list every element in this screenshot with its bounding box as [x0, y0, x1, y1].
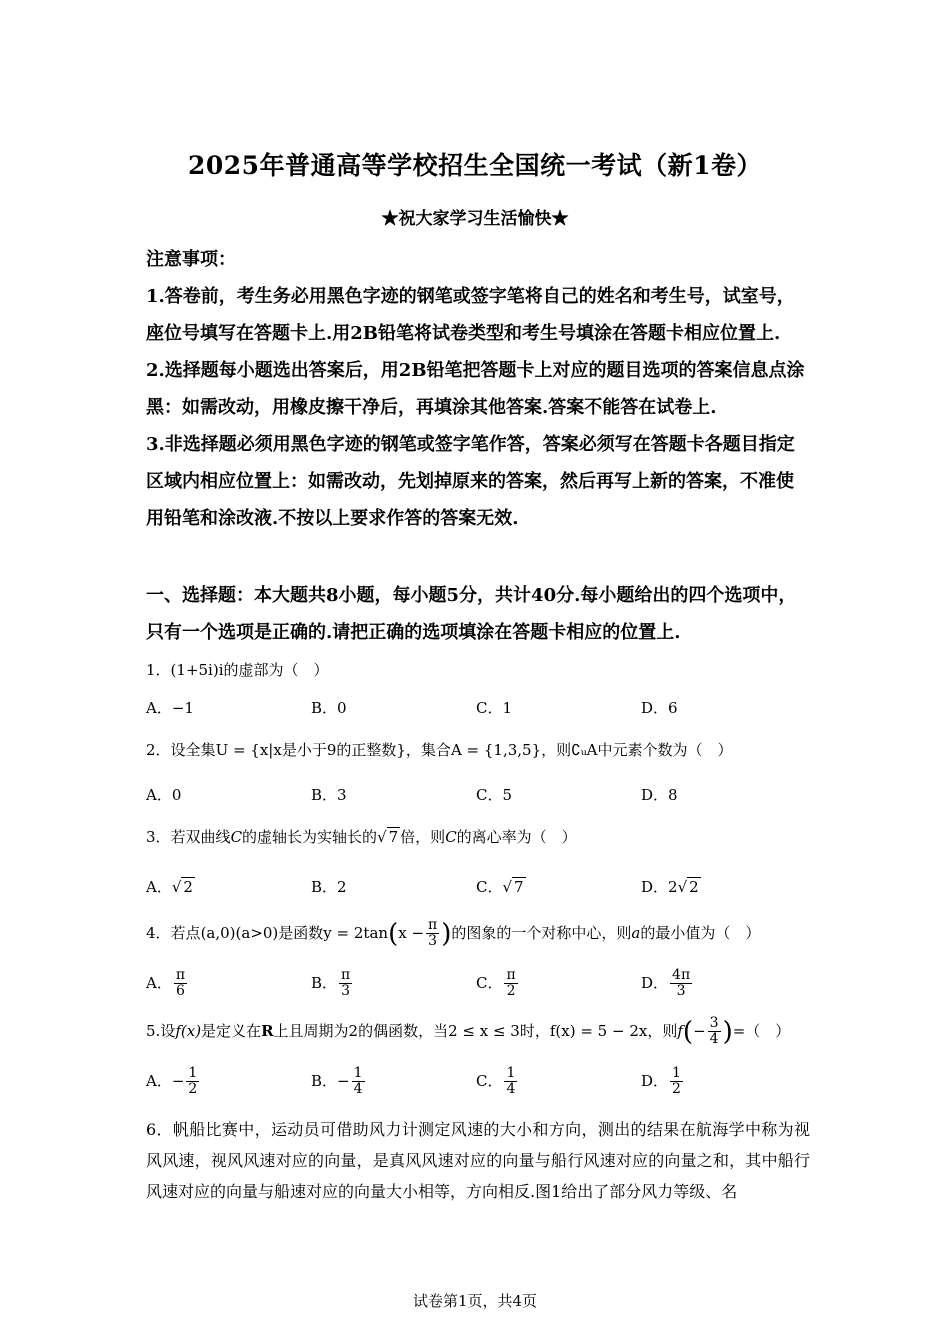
option-c[interactable]: C．1: [476, 699, 513, 717]
question-2: [146, 739, 816, 760]
question-text: ，则: [541, 741, 572, 759]
option-d[interactable]: D．6: [641, 699, 678, 717]
option-c[interactable]: C． $\frac{1}{4}$: [476, 1065, 516, 1098]
math-expression: f(x) = 5 − 2x: [549, 1021, 648, 1040]
question-3: [146, 826, 816, 847]
math-expression: R: [261, 1021, 274, 1040]
question-text: =（ ）: [732, 1021, 791, 1040]
notice-list: [146, 278, 811, 537]
question-4-options: [146, 968, 816, 1010]
option-a[interactable]: A．−1: [146, 699, 194, 717]
question-1: [146, 659, 816, 680]
option-b[interactable]: B．2: [311, 878, 347, 896]
math-expression: y = 2tan: [323, 923, 389, 942]
option-b[interactable]: B． $\frac{\pi}{3}$: [311, 967, 351, 1000]
notice-item-1: 1.答卷前，考生务必用黑色字迹的钢笔或签字笔将自己的姓名和考生号，试室号，座位号填写在答题卡上.用2B铅笔将试卷类型和考生号填涂在答题卡相应位置上.: [146, 286, 795, 344]
question-text: 时，: [519, 1021, 550, 1040]
math-expression: ∁ᵤA: [571, 741, 598, 759]
question-text: 上且周期为2的偶函数，当: [273, 1021, 449, 1040]
question-1-options: [146, 697, 816, 727]
question-4: 4．若点(a,0)(a>0)是函数y = 2tan(x − $\frac{\pi}{3}$ )的图象的一个对称中心，则a的最小值为（ ）: [146, 917, 761, 950]
section-heading: 一、选择题：本大题共8小题，每小题5分，共计40分.每小题给出的四个选项中，只有一个选项是正确的.请把正确的选项填涂在答题卡相应的位置上.: [146, 585, 797, 643]
fraction: $\frac{\pi}{3}$: [428, 917, 438, 950]
option-d[interactable]: D．2√ 2: [641, 878, 699, 896]
option-b[interactable]: B．0: [311, 699, 347, 717]
question-text: ，集合: [405, 741, 451, 759]
option-a[interactable]: A． $\frac{\pi}{6}$: [146, 967, 186, 1000]
math-expression: U = {x|x是小于9的正整数}: [215, 741, 406, 759]
option-d[interactable]: D． $\frac{4\pi}{3}$: [641, 967, 691, 1000]
question-text: 的虚部为（ ）: [223, 661, 329, 679]
sqrt-expression: √ 7: [377, 828, 399, 846]
math-expression: A = {1,3,5}: [450, 741, 542, 759]
question-number: 1．: [146, 661, 171, 679]
option-c[interactable]: C．√ 7: [476, 878, 524, 896]
question-text: 是定义在: [201, 1021, 262, 1040]
question-2-options: [146, 784, 816, 814]
question-text: ，则: [647, 1021, 678, 1040]
fraction: $\frac{3}{4}$: [709, 1015, 719, 1048]
question-text: 若双曲线: [170, 828, 231, 846]
option-d[interactable]: D．8: [641, 786, 678, 804]
question-number: 5.: [146, 1021, 161, 1040]
question-text: 的最小值为（ ）: [640, 923, 761, 942]
option-a[interactable]: A．− $\frac{1}{2}$: [146, 1065, 198, 1098]
question-text: 6．帆船比赛中，运动员可借助风力计测定风速的大小和方向，测出的结果在航海学中称为视风风速，视风风速对应的向量，是真风风速对应的向量与船行风速对应的向量之和，其中船行风速对应的向量与船速对应的向量大小相等，方向相反.图1给出了部分风力等级、名: [146, 1120, 810, 1201]
question-text: 倍，则: [400, 828, 446, 846]
question-5: 5.设f(x)是定义在R上且周期为2的偶函数，当2 ≤ x ≤ 3时，f(x) = 5 − 2x，则f(− $\frac{3}{4}$ )=（ ）: [146, 1015, 791, 1048]
math-variable: a: [631, 923, 641, 942]
notice-item-3: 3.非选择题必须用黑色字迹的钢笔或签字笔作答，答案必须写在答题卡各题目指定区域内相应位置上：如需改动，先划掉原来的答案，然后再写上新的答案，不准使用铅笔和涂改液.不按以上要求作答的答案无效.: [146, 434, 795, 529]
question-text: 中元素个数为（ ）: [597, 741, 733, 759]
notice-item-2: 2.选择题每小题选出答案后，用2B铅笔把答题卡上对应的题目选项的答案信息点涂黑：如需改动，用橡皮擦干净后，再填涂其他答案.答案不能答在试卷上.: [146, 360, 805, 418]
option-b[interactable]: B．3: [311, 786, 347, 804]
notice-heading: 注意事项：: [146, 249, 236, 270]
math-expression: 2 ≤ x ≤ 3: [448, 1021, 520, 1040]
question-number: 2．: [146, 741, 171, 759]
option-c[interactable]: C．5: [476, 786, 513, 804]
question-text: 的虚轴长为实轴长的: [242, 828, 378, 846]
math-expression: f(x): [175, 1021, 202, 1040]
math-expression: x −: [398, 923, 425, 942]
question-text: 设全集: [170, 741, 216, 759]
page-footer: 试卷第1页，共4页: [412, 1292, 538, 1310]
question-text: 的离心率为（ ）: [456, 828, 577, 846]
option-a[interactable]: A．√ 2: [146, 878, 193, 896]
question-text: 的图象的一个对称中心，则: [451, 923, 632, 942]
math-expression: f: [677, 1021, 683, 1040]
question-text: 是函数: [278, 923, 324, 942]
math-variable: C: [445, 828, 457, 846]
option-d[interactable]: D． $\frac{1}{2}$: [641, 1065, 681, 1098]
option-a[interactable]: A．0: [146, 786, 182, 804]
question-number: 3．: [146, 828, 171, 846]
question-3-options: [146, 876, 816, 906]
math-expression: (1+5i)i: [170, 661, 224, 679]
question-5-options: [146, 1066, 816, 1108]
exam-title: 2025年普通高等学校招生全国统一考试（新1卷）: [188, 151, 762, 180]
question-text: 设: [160, 1021, 176, 1040]
option-b[interactable]: B．− $\frac{1}{4}$: [311, 1065, 363, 1098]
question-6: [146, 1114, 810, 1207]
math-expression: (a,0)(a>0): [200, 923, 279, 942]
question-number: 4．: [146, 923, 171, 942]
math-variable: C: [230, 828, 243, 846]
question-text: 若点: [170, 923, 201, 942]
option-c[interactable]: C． $\frac{\pi}{2}$: [476, 967, 516, 1000]
exam-subtitle: ★祝大家学习生活愉快★: [381, 209, 569, 229]
